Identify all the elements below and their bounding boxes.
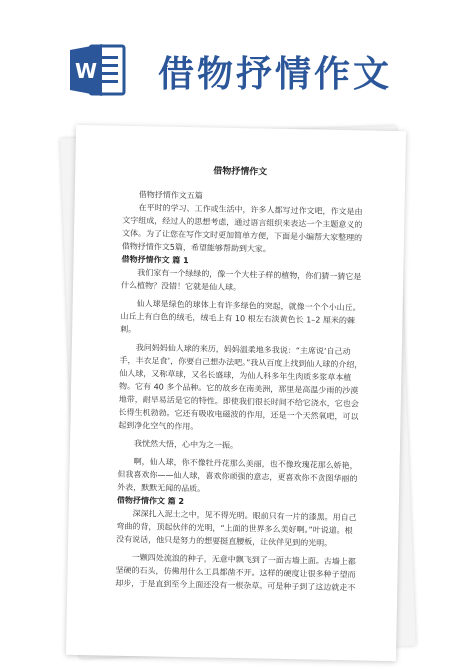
paragraph: 啊，仙人球，你不像牡丹花那么美丽，也不像玫瑰花那么娇艳，但我喜欢你——仙人球，喜欢你顽强的意志，更喜欢你不贪图华丽的外表，默默无闻的品质。 (117, 457, 358, 494)
word-icon-letter: W (74, 59, 98, 83)
intro-paragraph: 在平时的学习、工作或生活中，许多人都写过作文吧，作文是由文字组成，经过人的思想考虑，通过语言组织来表达一个主题意义的文体。为了让您在写作文时更加简单方便，下面是小编帮大家整理的借物抒情作文5篇，希望能够帮助到大家。 (121, 203, 363, 254)
paragraph: 我们家有一个绿绿的，像一个大柱子样的植物，你们猜一猜它是什么植物？没错！它就是仙人球。 (120, 268, 362, 293)
document-page (66, 125, 406, 661)
paragraph: 我问妈妈仙人球的来历，妈妈温柔地多我说：“主席说‘自己动手，丰衣足食’，你要自己想办法吧。”我从百度上找到仙人球的介绍，仙人球，又称草球，又名长盛球，为仙人科多年生肉质多浆草本植物。它有 40 多个品种。它的故乡在南美洲，那里是高温少雨的沙漠地带，耐旱易活是它的特性。即使我们很长时间不给它浇水，它也会长得生机勃勃。它还有吸收电磁波的作用，还是一个天然氧吧，可以起到净化空气的作用。 (118, 343, 363, 432)
section-heading: 借物抒情作文 篇 2 (116, 495, 185, 507)
intro-heading: 借物抒情作文五篇 (138, 190, 203, 201)
banner (0, 0, 474, 130)
banner-title: 借物抒情作文 (158, 54, 393, 95)
paragraph: 仙人球是绿色的球体上有许多绿色的突起，就像一个个小山丘。山丘上有白色的绒毛，绒毛上有 10 根左右淡黄色长 1–2 厘米的棘刺。 (120, 299, 361, 335)
document-title: 借物抒情作文 (213, 166, 268, 178)
section-heading: 借物抒情作文 篇 1 (121, 254, 189, 266)
document-body (115, 188, 367, 595)
paragraph: 我恍然大悟，心中为之一振。 (133, 439, 239, 451)
word-document-icon (68, 40, 128, 100)
paragraph: 深深扎入泥土之中，见不得光明。眼前只有一片的漆黑。用自己弯曲的背，顶起伙伴的光明，“上面的世界多么美好啊。”叶说道。根没有说话，他只是努力的想要挺直腰板，让伙伴见到的光明。 (116, 509, 357, 548)
paragraph: 一颗四处流浪的种子，无意中飘飞到了一面古墙上面。古墙上都坚硬的石头，仿佛用什么工具都凿不开。这样的硬度让很多种子望而却步，于是直到至今上面还没有一根杂草。可是种子到了这边就走不 (115, 553, 356, 593)
